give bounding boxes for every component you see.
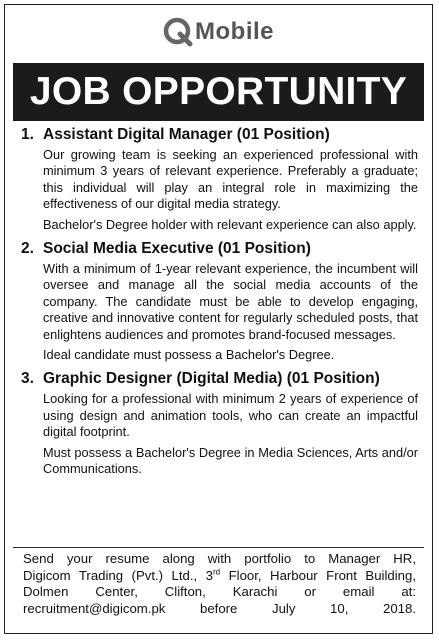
footer-line: Dolmen Center, Clifton, Karachi or email at:: [23, 584, 416, 599]
position-name: Social Media Executive (01 Position): [43, 240, 311, 258]
position-requirement: Must possess a Bachelor's Degree in Media Sciences, Arts and/or Communications.: [43, 444, 418, 477]
footer-line: Send your resume along with portfolio to Manager HR,: [23, 551, 416, 566]
floor-ordinal: rd: [213, 567, 221, 577]
position-name: Assistant Digital Manager (01 Position): [43, 126, 330, 143]
job-opportunity-banner: JOB OPPORTUNITY: [13, 63, 424, 121]
position-number: 2.: [21, 240, 34, 258]
footer-line-end: Floor, Harbour Front Building,: [220, 567, 416, 583]
footer-line-start: Digicom Trading (Pvt.) Ltd., 3: [23, 567, 213, 583]
position-requirement: Bachelor's Degree holder with relevant experience can also apply.: [43, 216, 417, 232]
application-instructions: [23, 551, 416, 617]
position-requirement: Ideal candidate must possess a Bachelor's Degree.: [43, 347, 335, 363]
position-title: [21, 239, 418, 259]
position-title: [21, 369, 418, 389]
position-assistant-digital-manager: [21, 125, 418, 233]
qmobile-logo: [5, 17, 432, 47]
position-title: [21, 125, 418, 145]
positions-list: [21, 125, 418, 484]
brand-name: Mobile: [195, 18, 274, 45]
position-description: Our growing team is seeking an experienced professional with minimum 3 years of relevant experience. Preferably a graduate; this individual will play an integral role in maximizing the effectiveness of our digital media strategy.: [43, 147, 418, 212]
footer-email-deadline: recruitment@digicom.pk before July 10, 2018.: [23, 600, 416, 616]
job-advertisement: [4, 4, 433, 634]
position-number: 3.: [21, 370, 34, 388]
position-graphic-designer: [21, 369, 418, 477]
position-name: Graphic Designer (Digital Media) (01 Position): [43, 370, 380, 388]
position-social-media-executive: [21, 239, 418, 363]
position-description: Looking for a professional with minimum 2 years of experience of using design and animation tools, who can create an impactful digital footprint.: [43, 391, 418, 440]
footer-divider: [13, 547, 424, 548]
position-description: With a minimum of 1-year relevant experience, the incumbent will oversee and manage all the social media accounts of the company. The candidate must be able to develop engaging, creative and innovative content for regularly scheduled posts, that enlightens audiences and promotes brand-focused messages.: [43, 261, 418, 342]
q-logo-icon: [163, 17, 193, 47]
position-number: 1.: [21, 126, 34, 143]
footer-line: [23, 568, 416, 585]
